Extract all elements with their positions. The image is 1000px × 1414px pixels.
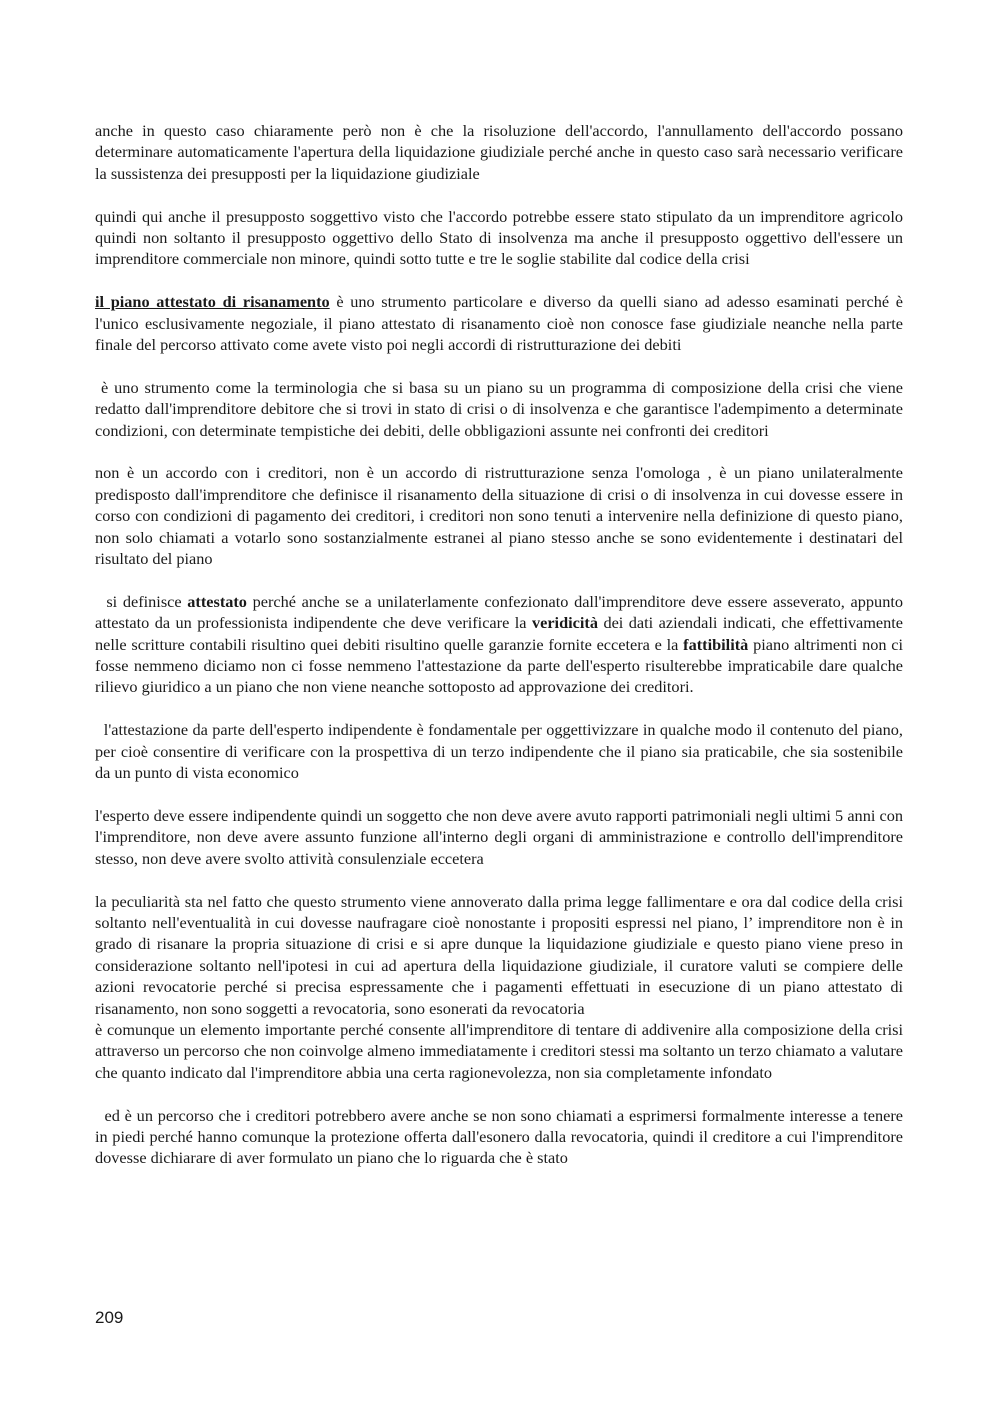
paragraph-10: è comunque un elemento importante perché consente all'imprenditore di tentare di addivenire alla composizione della crisi attraverso un percorso che non coinvolge almeno immediatamente i creditori stessi ma soltanto un terzo chiamato a valutare che quanto indicato dal l'imprenditore abbia una certa ragionevolezza, non sia completamente infondato (95, 1019, 903, 1082)
paragraph-6-text-4: piano altrimenti non ci fosse nemmeno diciamo non ci fosse nemmeno l'attestazione da parte dell'esperto risulterebbe impraticabile dare qualche rilievo giuridico a un piano che non viene neanche sottoposto ad approvazione dei creditori. (95, 634, 904, 697)
paragraph-3-text: è uno strumento particolare e diverso da quelli siano ad adesso esaminati perché è l'unico esclusivamente negoziale, il piano attestato di risanamento cioè non conosce fase giudiziale neanche nella parte finale del percorso attivato come avete visto poi negli accordi di ristrutturazione dei debiti (95, 292, 903, 355)
section-heading-piano-attestato: il piano attestato di risanamento (95, 292, 330, 312)
document-page (95, 120, 912, 1190)
paragraph-9: la peculiarità sta nel fatto che questo strumento viene annoverato dalla prima legge fallimentare e ora dal codice della crisi soltanto nell'eventualità in cui dovesse naufragare cioè nonostante i propositi espressi nel piano, l’ imprenditore non è in grado di risanare la propria situazione di crisi e si apre dunque la liquidazione giudiziale e questo piano viene preso in considerazione soltanto nell'ipotesi in cui ad apertura della liquidazione giudiziale, il curatore valuti se compiere delle azioni revocatorie perché si precisa espressamente che i pagamenti effettuati in esecuzione di un piano attestato di risanamento, non sono soggetti a revocatoria, sono esonerati da revocatoria (95, 891, 903, 1018)
paragraph-3 (95, 291, 903, 355)
paragraph-6-text-3: dei dati aziendali indicati, che effettivamente nelle scritture contabili risultino quei debiti risultino quelle garanzie fornite eccetera e la (95, 613, 903, 654)
paragraph-8: l'esperto deve essere indipendente quindi un soggetto che non deve avere avuto rapporti patrimoniali negli ultimi 5 anni con l'imprenditore, non deve avere assunto funzione all'interno degli organi di amministrazione e controllo dell'imprenditore stesso, non deve avere svolto attività consulenziale eccetera (95, 805, 903, 868)
bold-term-fattibilita: fattibilità (683, 634, 749, 654)
paragraph-6-text-2: perché anche se a unilaterlamente confezionato dall'imprenditore deve essere asseverato, appunto attestato da un professionista indipendente che deve verificare la (95, 591, 903, 633)
bold-term-veridicita: veridicità (531, 613, 598, 633)
paragraph-6 (95, 591, 903, 698)
paragraph-2: quindi qui anche il presupposto soggettivo visto che l'accordo potrebbe essere stato stipulato da un imprenditore agricolo quindi non soltanto il presupposto oggettivo dello Stato di insolvenza ma anche il presupposto oggettivo dell'essere un imprenditore commerciale non minore, quindi sotto tutte e tre le soglie stabilite dal codice della crisi (95, 206, 903, 269)
paragraph-11: ed è un percorso che i creditori potrebbero avere anche se non sono chiamati a esprimersi formalmente interesse a tenere in piedi perché hanno comunque la protezione offerta dall'esonero dalla revocatoria, quindi il creditore a cui l'imprenditore dovesse dichiarare di aver formulato un piano che lo riguarda che è stato (95, 1105, 908, 1168)
paragraph-6-text-1: si definisce (95, 591, 188, 611)
paragraph-5: non è un accordo con i creditori, non è un accordo di ristrutturazione senza l'omologa , è un piano unilateralmente predisposto dall'imprenditore che definisce il risanamento della situazione di crisi o di insolvenza in cui dovesse essere in corso con condizioni di pagamento dei creditori, i creditori non sono tenuti a intervenire nella definizione di questo piano, non solo chiamati a votarlo sono sostanzialmente estranei al piano stesso anche se sono evidentemente i destinatari del risultato del piano (95, 463, 903, 569)
paragraph-7: l'attestazione da parte dell'esperto indipendente è fondamentale per oggettivizzare in qualche modo il contenuto del piano, per cioè consentire di verificare con la prospettiva di un terzo indipendente che il piano sia praticabile, che sia sostenibile da un punto di vista economico (95, 720, 912, 783)
page-number: 209 (95, 1308, 124, 1327)
bold-term-attestato: attestato (187, 591, 247, 611)
paragraph-4: è uno strumento come la terminologia che si basa su un piano su un programma di composizione della crisi che viene redatto dall'imprenditore debitore che si trovi in stato di crisi o di insolvenza e che garantisce l'adempimento a determinate condizioni, con determinate tempistiche dei debiti, delle obbligazioni assunte nei confronti dei creditori (95, 377, 908, 440)
paragraph-1: anche in questo caso chiaramente però non è che la risoluzione dell'accordo, l'annullamento dell'accordo possano determinare automaticamente l'apertura della liquidazione giudiziale perché anche in questo caso sarà necessario verificare la sussistenza dei presupposti per la liquidazione giudiziale (95, 121, 903, 183)
